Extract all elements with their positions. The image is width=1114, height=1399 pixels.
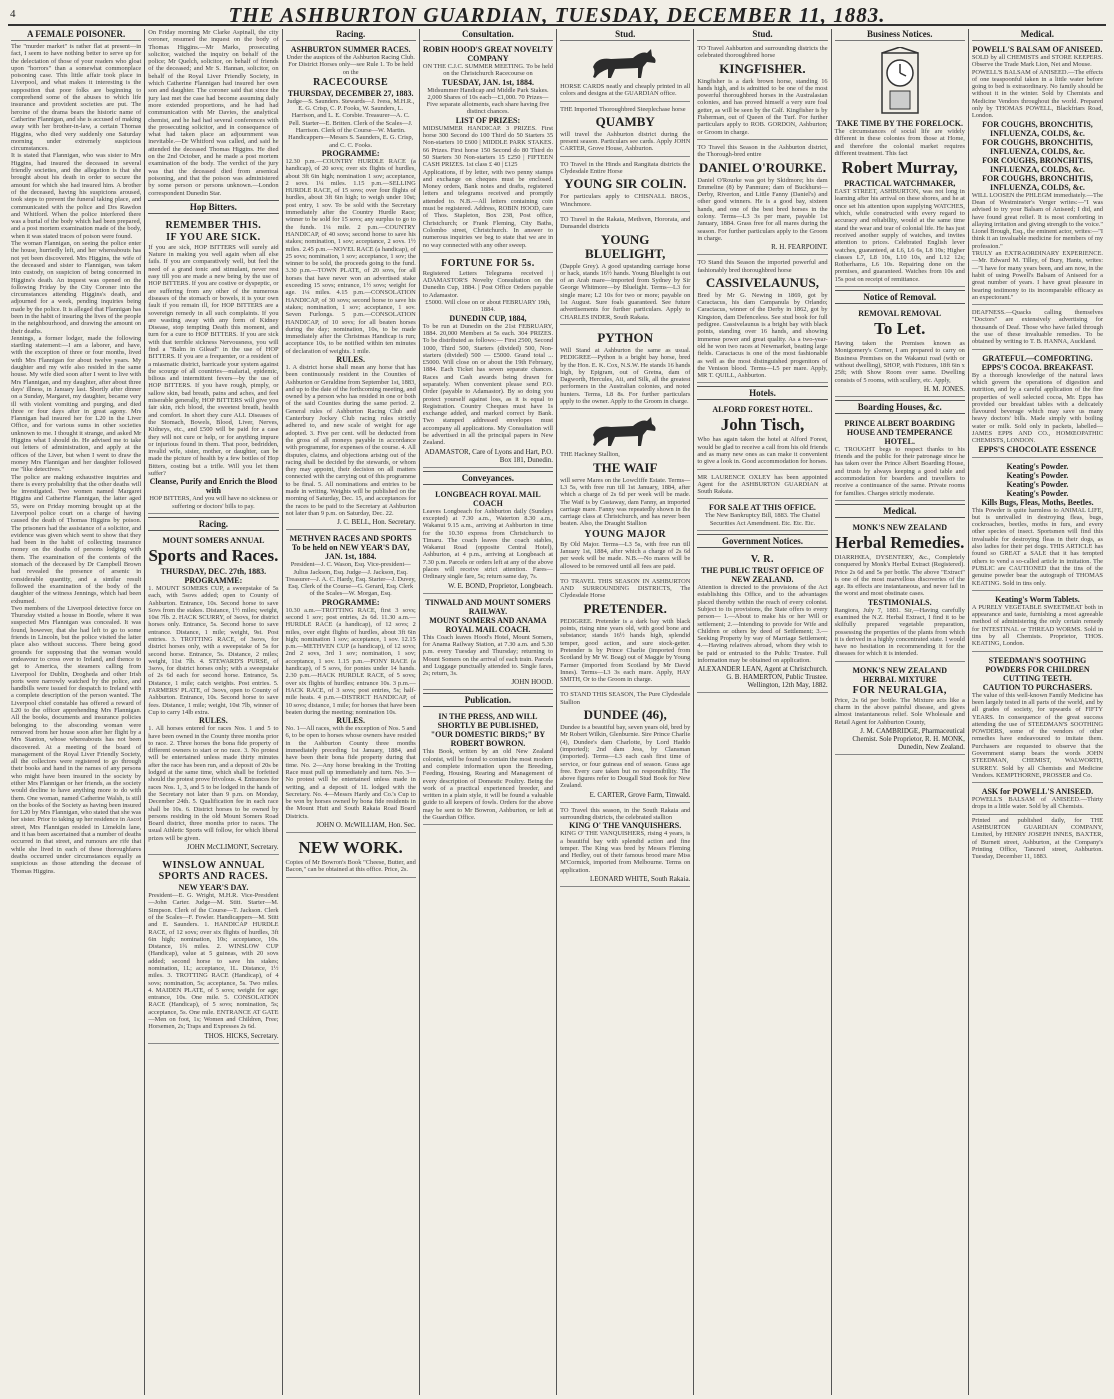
ad-body: PEDIGREE. Pretender is a dark bay with black points, rising nine years old, with good bone and substance; stands 16½ hands high, splendid temper, good action, and sure stock-getter. Pretender is by Prince Charlie (imported from Scotland by Mr W. Boag) out of Maggie by Young Farmer (imported from Scotland by Mr David Innes). Terms—L3 3s each mare. Apply, HAY SMITH, Or to the Groom in charge. [560, 617, 691, 684]
ad-heading: PRACTICAL WATCHMAKER, [844, 179, 956, 189]
ad-alford-forest-hotel [697, 403, 827, 469]
ad-heading: CAUTION TO PURCHASERS. [982, 682, 1093, 692]
ad-body: TO Travel Ashburton and surrounding districts the celebrated thoroughbred horse [697, 45, 828, 60]
article-paragraph: It is stated that Flannigan, who was sister to Mrs Higgins, had insured the deceased in several friendly societies, and the allegation is that she brought about his death in order to secure the amount for which she had insured him. A brother of the deceased, having his suspicions aroused, took steps to prevent the funeral taking place, and communicated with the police and Drs Rawdon and Whitford. When the police interfered there was a burial of the body which had been prepared, and a post mortem examination made of the body, when it was stated traces of poison were found. [11, 152, 142, 240]
section-header: Boarding Houses, &c. [835, 400, 965, 414]
ad-body: Will Stand at Ashburton the same as usual. PEDIGREE—Python is a bright bay horse, bred by the Hon. E. K. Cox, N.S.W. He stands 16 hands high, by Epigram, out of Gretna, dam of Dagworth, Hercules, Aii, and Silk, all the greatest performers in the Australian colonies, and noted hunters. Terms, L8 8s. For further particulars apply to the owner. Apply to the Groom in charge. [560, 346, 691, 406]
ad-for-sale [697, 501, 827, 531]
ad-body: 10.30 a.m.—TROTTING RACE, first 3 sovs; second 1 sov; post entries, 2s 6d. 11.30 a.m.—HURDLE RACE (a handicap), of 12 sovs; 2 miles, over eight flights of hurdles, about 3ft 6in high; nomination 1 sov; acceptance, 1 sov. 12.15 p.m.—METHVEN CUP (a handicap), of 12 sovs; 2nd 2 sovs, 3rd 1 sov; nomination, 1 sov; acceptance, 1 sov. 1.15 p.m.—PONY RACE (a handicap), of 5 sovs, for ponies under 14 hands. 2.30 p.m.—HACK HURDLE RACE, of 5 sovs; over six flights of hurdles; entrance 10s. 3 p.m.—HACK RACE, of 3 sovs; post entries, 5s; half-mile heats. 4 p.m.—DISTRICT HANDICAP, of 10 sovs; distance, 1 mile; for horses that have been beaten during the meeting; nomination 10s. [285, 606, 416, 716]
ad-heading: FOR SALE AT THIS OFFICE. [709, 503, 816, 513]
ad-title: YOUNG BLUELIGHT, [585, 231, 666, 261]
ad-subheading: PROGRAMME: [321, 597, 380, 607]
ad-removal [835, 307, 965, 397]
ad-body: HORSE CARDS neatly and cheaply printed in all colors and designs at the GUARDIAN office. [560, 83, 691, 98]
article-headline: A FEMALE POISONER. [11, 29, 141, 41]
ad-body: DEAFNESS.—Quacks calling themselves "Doctors" are extensively advertising for thousands of Deaf. Those who have failed through the use of these invaluable remedies. To be obtained by writing to T. B. HANNA, Auckland. [971, 309, 1103, 346]
ad-body: Price, 2s 6d per bottle. The Mixture acts like a charm in the above painful disease, and gives almost instantaneous relief. Sole Wholesale and Retail Agent for Ashburton County, [834, 696, 965, 726]
section-header: Medical. [835, 504, 965, 518]
ad-body: Under the auspices of the Ashburton Racing Club. For District Horses only—see Rule 1. To be held on the [286, 54, 415, 76]
ad-heading: Kills Bugs, Fleas, Moths, Beetles. [981, 497, 1094, 507]
ad-heading: MONK'S NEW ZEALAND [852, 522, 947, 532]
ad-adamastor [423, 255, 553, 468]
ad-body: This Book, written by an old New Zealand colonist, will be found to contain the most modern and complete information upon the Breeding, Feeding, Housing, Rearing and Management of every description of Domestic Poultry. Being the work of a practical experienced breeder, and written in a plain style, it will be found a valuable guide to all keepers of fowls. Orders for the above may be sent to Mr Bowron, Ashburton, or left at the Guardian Office. [422, 748, 554, 822]
column-4 [420, 29, 557, 1395]
ad-body: Midsummer Handicap and Middle Park Stakes. 2,000 Shares of 10s each—£1,000. 70 Prizes—Five separate allotments, each share having five distinct chances. [426, 86, 550, 116]
ad-subheading: RULES. [336, 354, 365, 364]
ad-body: Dundee is a beautiful bay, seven years old, bred by Mr Robert Wilkin, Glenburnie. Sire Prince Charlie (4), Dundee's dam Charlotte, by Lord Haddo (imported); 2nd dam Jess, by Clansman (imported). Terms—L3 each cash first time of service, or four guineas end of season. Grass age free. Every care taken but no responsibility. The above figures refer to Dougall Stud Book for New Zealand. [560, 724, 691, 790]
ad-body: 1. MOUNT SOMERS CUP, a sweepstake of 5s each, with 5sovs added; open to County of Ashburton. Entrance, 10s. Second horse to save Sovs from the stakes. Distance, 1½ miles; weight, 10st 7lb. 2. HACK SCURRY, of 3sovs, for district horses only. Entrance, 5s. Second horse to save entrance. Distance, 1 mile; weight, 9st. Post entries. 3. TROTTING RACE, of 3sovs, for district horses only, with a sweepstake of 5s for second horse. Entrance, 5s. Distance, 2 miles; weight, 11st 7lb. 4. STEWARD'S PURSE, of 3sovs, for district horses only; with a sweepstake of 2s 6d each for second horse. Entrance, 5s. Distance, 1 mile; catch weights. Post entries. 5. FARMERS' PLATE, of 3sovs, open to County of Ashburton. Entrance, 10s. Second horse to save fees. Distance, 1 mile; weight, 10st 7lb, winner of Cup to carry 14lb extra. [148, 584, 279, 716]
ad-heading: MOUNT SOMERS ANNUAL [162, 535, 265, 545]
ad-title: QUAMBY [595, 113, 655, 129]
ad-title: DUNDEE (46), [583, 707, 667, 723]
ad-prince-albert [835, 417, 965, 501]
column-header: Stud. [697, 29, 827, 41]
ad-domestic-birds [423, 710, 553, 825]
ad-heading: THE PUBLIC TRUST OFFICE OF NEW ZEALAND. [701, 566, 824, 585]
ad-heading: ASK for POWELL'S ANISEED. [981, 787, 1094, 797]
ad-longbeach-coach [423, 488, 553, 594]
ad-signature: ALEXANDER LEAN, Agent at Christchurch. G. B. HAMERTON, Public Trustee. Wellington, 12th May, 1882. [697, 665, 828, 690]
column-header: Medical. [972, 29, 1103, 41]
column-header: Stud. [560, 29, 690, 41]
section-header: Government Notices. [697, 534, 827, 548]
ad-body: THE Imported Thoroughbred Steeplechase horse [560, 105, 686, 113]
ad-robin-hood [423, 43, 553, 253]
ad-date: TUESDAY, JAN. 1st, 1884. [441, 77, 534, 87]
ad-body: 1. All horses entered for races Nos. 1 and 5 to have been owned in the County three months prior to race. 2. Three horses the bona fide property of different owners to start or no race. 3. No protest will be entertained unless made thirty minutes after the race has been run, and a deposit of 20s be lodged at the same time, which shall be forfeited should the protest prove frivolous. 4. Entrances for races Nos. 1, 3, and 5 to be lodged in the hands of the Secretary not later than 9 p.m. on Monday, December 24th. 5. Qualification fee in each race shall be 10s. 6. District horses to be owned by persons residing in the old Mount Somers Road Board district, three months prior to races. The usual Athletic Sports will follow, for which liberal prizes will be given. [148, 725, 279, 842]
ad-body: POWELL'S BALSAM of ANISEED.—Thirty drops in a little water. Sold by all Chemists. [971, 796, 1103, 811]
ad-heading: FOR COUGHS, BRONCHITIS, INFLUENZA, COLDS, &c. [982, 137, 1093, 156]
ad-title: NEW WORK. [298, 838, 403, 858]
ad-body: THE Hackney Stallion, [560, 451, 620, 459]
ad-heading: TAKE TIME BY THE FORELOCK. [836, 119, 964, 128]
ad-heading: IF YOU ARE SICK. [166, 231, 261, 243]
ad-body: TO Stand this Season the imported powerful and fashionably bred thoroughbred horse [697, 259, 828, 274]
ad-ashburton-races [286, 43, 416, 530]
ad-new-work [286, 835, 416, 878]
ad-body: KING O' THE VANQUISHERS, rising 4 years, is a beautiful bay with splendid action and fine temper. The King was bred by Messrs Fleming and Hedley, out of their famous brood mare Miss M'Cormick, imported from Melbourne. Terms on application. [560, 830, 691, 874]
ad-hop-bitters [148, 217, 278, 514]
ad-heading: FORTUNE FOR 5s. [441, 257, 535, 269]
ad-body: 12.30 p.m.—COUNTRY HURDLE RACE (a handicap), of 20 sovs; over six flights of hurdles, about 3ft 6in high; nomination 1 sov; acceptance, 2 sovs. 1¼ miles. 1.15 p.m.—SELLING HURDLE RACE, of 15 sovs; over four flights of hurdles, about 3ft 6in high; to weigh under 10st; post entry, 1 sov. To be sold with the Secretary immediately after the Country Hurdle Race; winner to be sold for 15 sovs; any surplus to go to the funds. 1¼ mile. 2 p.m.—COUNTRY HANDICAP, of 40 sovs; second horse to save his stakes; nomination, 1 sov; acceptance, 2 sovs. 1½ miles. 2.45 p.m.—NOVEL RACE (a handicap), of 25 sovs; nomination, 1 sov; acceptance, 1 sov; the winner to be sold, the proceeds going to the fund. 3.30 p.m.—TOWN PLATE, of 20 sovs, for all horses that have never won an advertised stake exceeding 15 sovs; entrance, 1½ sovs; weight for age. 1¼ miles. 4.15 p.m.—CONSOLATION HANDICAP, of 30 sovs; second horse to save his stakes; nomination, 1 sov; acceptance, 1 sov. Seven Furlongs. 5 p.m.—CONSOLATION HANDICAP, of 10 sovs; for all beaten horses during the day; nomination, 10s, to be made immediately after the Christmas Handicap is run; acceptance 10s, to be notified within ten minutes of declaration of weights. 1 mile. [285, 157, 416, 355]
ad-ask-powells [972, 785, 1103, 815]
ad-body: 1. A district horse shall mean any horse that has been continuously resident in the Counties of Ashburton or Geraldine from September 1st, 1883, and up to the date of the forthcoming meeting, and owned by a person who has resided in one or both of the said Counties during the same period. 2. General rules of Ashburton Racing Club and Canterbury Jockey Club racing rules strictly adhered to, and new scale of weight for age adopted. 3. Five per cent. will be deducted from the gross of all moneys payable in accordance with programme, for expenses of the course. 4. All disputes, claims, and objections arising out of the racing shall be decided by the stewards, or whom they may appoint, their decision on all matters connected with the carrying out of this programme to be final. 5. All nominations and entries to be made in writing. Weights will be published on the morning of Saturday, Dec. 15, and acceptances for the races to be paid to the Secretary at Ashburton not later than 9 p.m. on Saturday, Dec. 22. [285, 363, 416, 517]
ad-cassivelaunus [697, 257, 827, 383]
ad-body: Bred by Mr G. Newing in 1869, got by Caractacus, his dam Campanula by Orlando; Caractacus, winner of the Derby in 1862, got by Kingston, dam Defenceless. See stud book for full pedigree. Cassivelaunus is a bright bay with black points, standing over 16 hands, and showing immense power and great quality. As a two-year-old he won two races at Newmarket, beating large fields. Caractacus is one of the most fashionable as well as the most distinguished progenitors of the Venison blood. Terms—L5 per mare. Apply, MR T. QUILL, Ashburton. [697, 291, 828, 380]
ad-body: TO TRAVEL THIS SEASON IN ASHBURTON AND SURROUNDING DISTRICTS, The Clydesdale Horse [560, 577, 691, 600]
section-header: Hotels. [697, 386, 827, 400]
ad-body: DIARRHŒA, DYSENTERY, &c., Completely conquered by Monk's Herbal Extract (Registered). Price 2s 6d and 5s per bottle. The above "Extract" is one of the most marvellous discoveries of the age. Its effects are instantaneous, and never fail in the worst and most obstinate cases. [834, 553, 965, 598]
ad-body: (Dapple Grey). A good upstanding carriage horse or hack, stands 16½ hands. Young Bluelight is out of an Arab mare—imported from Sydney by Sir George Whitmore—by Bluelight. Terms—L3 for single mare; L2 10s for two or more; payable on 1st August. Sure foals guaranteed. See future advertisements for further particulars. Apply to CHARLES INDER, South Rakaia. [560, 262, 691, 321]
article-paragraph: The woman Flannigan, on seeing the police enter the house, hurriedly left, and her whereabouts has not yet been discovered. Mrs Higgins, the wife of the deceased and sister to Flannigan, was taken into custody, on suspicion of being concerned in Higgins's death. An inquest was opened on the following Friday by the City Coroner into the circumstances attending Higgins's death, and adjourned for a week, pending inquiries being made by the police. It is alleged that Flannigan has been in the habit of insuring the lives of the people in the neighbourhood, and drawing the amount on their deaths. [11, 240, 142, 335]
ad-title: KING O' THE VANQUISHERS. [569, 821, 682, 831]
ad-pretender [560, 576, 690, 688]
article-paragraph: Jennings, a former lodger, made the following startling statement:—I am a laborer, and have, with the exception of three or four months, lived with Mrs Flannigan for about twelve years. My daughter and my wife also resided in the same house. My wife died soon after I went to live with Mrs Flannigan, and my daughter, after about three days' illness, in January last. Shortly after dinner on a Sunday, Margaret, my daughter, became very ill with violent vomiting and purging, and died three or four days after in great agony. Mrs Flannigan had insured her for L20 in the Liver Office, and for various sums in other societies unknown to me. I thought it strange, and asked Mr Higgins what I should do. He advised me to take out letters of administration, and apply at the offices of the Liver, but when I went to draw the money Mrs Flannigan and her daughter followed me "like detectives." [11, 334, 142, 474]
ad-heading: FOR COUGHS, BRONCHITIS, INFLUENZA, COLDS, &c. [982, 155, 1093, 174]
ad-body: Rangiora, July 7, 1881. Sir,—Having carefully examined the N.Z. Herbal Extract, I find it to be skilfully prepared vegetable preparation, possessing the properties of the plants from which it is derived in a highly concentrated state. I would have no hesitation in recommending it for the diseases for which it is intended. [834, 606, 965, 658]
ad-subheading: PROGRAMME: [184, 575, 243, 585]
ad-body: SOLD by all CHEMISTS and STORE KEEPERS. Observe the Trade Mark Lion, Net and Mouse. [971, 54, 1103, 69]
ad-heading: Keating's Powder. [1006, 470, 1069, 480]
ad-body: WILL LOOSEN the PHLEGM immediately.—The Dean of Westminster's Verger writes:—"I was advised to try your Balsam of Aniseed; I did, and have found great relief. It is most comforting in allaying irritation and giving strength to the voice." Lionel Brough, Esq., the eminent actor, writes:—"I think it an invaluable medicine for members of my profession." [971, 191, 1103, 250]
ad-subheading: TESTIMONIALS. [867, 597, 932, 607]
ad-heading: REMEMBER THIS. [165, 219, 262, 231]
ad-body: HOP BITTERS, And you will have no sickness or suffering or doctors' bills to pay. [149, 495, 278, 510]
ad-kingfisher [697, 43, 827, 140]
ad-king-o-the-vanquishers [560, 805, 690, 887]
ad-heading: Keating's Powder. [1006, 479, 1069, 489]
ad-title: CASSIVELAUNUS, [705, 274, 819, 290]
ad-tinwald-railway [423, 596, 553, 691]
ad-title: THE WAIF [592, 459, 658, 475]
ad-body: If you are sick, HOP BITTERS will surely aid Nature in making you well again when all else fails. If you are comparatively well, but feel the need of a grand tonic and stimulant, never rest easy till you are made a new being by the use of HOP BITTERS. If you are costive or dyspeptic, or are suffering from any other of the numerous diseases of the stomach or bowels, it is your own fault if you remain ill, for HOP BITTERS are a sovereign remedy in all such complaints. If you are wasting away with any form of Kidney Disease, stop tempting Death this moment, and turn for a cure to HOP BITTERS. If you are sick with that terrible sickness Nervousness, you will find a "Balm in Gilead" in the use of HOP BITTERS. If you are a frequenter, or a resident of a miasmatic district, barricade your system against the scourge of all countries—malarial, epidemic, bilious and intermittent fevers—by the use of HOP BITTERS. If you have rough, pimply, or sallow skin, bad breath, pains and aches, and feel miserable generally, HOP BITTERS will give you fair skin, rich blood, the sweetest breath, health and comfort. In short they cure ALL Diseases of the Stomach, Bowels, Blood, Liver, Nerves, Kidneys, etc., and £500 will be paid for a case they will not cure or help, or for anything impure or injurious found in them. That poor, bedridden, invalid wife, sister, mother, or daughter, can be made the picture of health by a few bottles of Hop Bitters, costing but a trifle. Will you let them suffer? [148, 243, 279, 478]
section-header: Notice of Removal. [835, 290, 965, 304]
ad-body: TRULY an EXTRAORDINARY EXPERIENCE.—Mr. Edward M. Tilley, of Bury, Hants, writes:—"I have for many years been, and am now, in the habit of using Powell's Balsam of Aniseed for a great number of years. I have great pleasure in bearing testimony to its incomparable efficacy as an expectorant." [971, 250, 1103, 301]
ad-the-waif [560, 411, 690, 574]
ad-heading: "OUR DOMESTIC BIRDS;" BY ROBERT BOWRON. [430, 730, 546, 749]
ad-monks-herbal [835, 521, 965, 662]
ad-robert-murray [835, 43, 965, 287]
ad-body: Copies of Mr Bowron's Book "Cheese, Butter, and Bacon," can be obtained at this office. Price, 2s. [285, 859, 416, 874]
ad-neuralgia-mixture [835, 664, 965, 755]
ad-title: KINGFISHER. [719, 60, 806, 76]
ad-keatings-powder [972, 460, 1103, 591]
ad-heading: Keating's Worm Tablets. [995, 594, 1080, 604]
ad-body: Having taken the Premises known as Montgomery's Corner, I am prepared to carry on Business Premises on the Wakanui road (with or without dwelling), SHOP, with Fixtures, 18ft 6in x 25ft; with Show Room over same. Dwelling consists of 5 rooms, with scullery, etc. Apply, [834, 340, 965, 384]
page-number: 4 [10, 8, 16, 20]
ad-signature: JOHN O. McWILLIAM, Hon. Sec. [316, 821, 416, 830]
prize-table: MIDSUMMER HANDICAP. 3 PRIZES. First horse 300 Second do 100 Third do 50 Starters 35 Non-starters 10 £600 | MIDDLE PARK STAKES. 66 Prizes. First horse 150 Second do 80 Third do 50 Starters 30 Non-starters 15 £250 | FIFTEEN CASH PRIZES. 1st class £ 40 | £125 [422, 124, 554, 169]
ad-heading: REMOVAL REMOVAL [858, 309, 942, 319]
ad-mount-somers [148, 534, 278, 855]
ad-body: TO Travel this season, in the South Rakaia and surrounding districts, the celebrated stallion [560, 806, 691, 821]
ad-body: Judge—S. Saunders. Stewards—J. Ivess, M.H.R., E. G. Crisp, C. P. Fooks, W. Saunders, L. Harrison, and L. E. Corsbie. Treasurer—A. C. Pell. Starter—E. Britten. Clerk of the Scales—J. Harrison. Clerk of the Course—W. Martin. Handicappers—Messrs S. Saunders, E. G. Crisp, and C. C. Fooks. [286, 97, 415, 149]
column-2 [145, 29, 282, 1395]
ad-title: FOR NEURALGIA, [852, 684, 947, 696]
horse-illustration [585, 415, 665, 449]
masthead-title: THE ASHBURTON GUARDIAN, TUESDAY, DECEMBER 11, 1883. [228, 3, 886, 27]
ad-body: Daniel O'Rourke was got by Skidmore; his dam Emmeline (8) by Panmure; dam of Buckhurst—Derby, Riverton, and Little Fanny (Daniel's) and other good winners. He is a good bay, sixteen hands, and one of the best bred horses in the colony. Terms—L3 3s per mare, payable 1st January, 1884. Grass free for all mares during the season. For further particulars apply to the Groom in charge. [697, 176, 828, 242]
ad-signature: LEONARD WHITE, South Rakaia. [589, 875, 691, 884]
ad-signature: THOS. HICKS, Secretary. [204, 1031, 279, 1040]
ad-quamby [560, 104, 690, 157]
ad-heading: DUNEDIN CUP, 1884, [449, 313, 527, 323]
ad-heading: STEEDMAN'S SOOTHING POWDERS FOR CHILDREN CUTTING TEETH. [985, 655, 1090, 683]
article-paragraph: On Friday morning Mr Clarke Aspinall, the city coroner, resumed the inquest on the body of Thomas Higgins.—Mr Marks, prosecuting solicitor, watched the inquiry on behalf of the police; Mr Quelch, solicitor, on behalf of friends of the deceased; and Mr S. Hannan, solicitor, on behalf of the Royal Liver Friendly Society, in which Catherine Flannigan had insured her own son and daughter. The coroner said that since the jury last met the case had become assuming daily more extended proportions, and he had had communication with Mr Davies, the analytical chemist, and he had had several conferences with the prosecuting solicitor, and in consequence of what had taken place an adjournment was inevitable.—Dr Whitford was called, and said he attended the deceased Thomas Higgins. He died on the 2nd October, and he made a post mortem examination of the body. The verdict of the jury was that the deceased died from arsenical poisoning, and that the poison was administered by some person or persons unknown.—London correspondent Dunedin Star. [148, 29, 279, 197]
ad-heading: ASHBURTON SUMMER RACES. [290, 45, 411, 54]
ad-dundee [560, 689, 690, 802]
ad-body: No. 1—All races, with the exception of Nos. 5 and 6, to be open to horses whose owners have resided in the Ashburton County three months immediately preceding 1st January, 1884, and have been their bona fide property during that time. No. 2—Any horse breaking in the Trotting Race must pull up immediately and turn. No. 3—No protest will be entertained unless made in writing, and a deposit of 1L lodged with the Secretary. No. 4—Messrs Hardy and Co.'s Cup to be won by horses owned by bona fide residents in the Mount Hutt and South Rakaia Road Board Districts. [285, 725, 416, 820]
ad-body: The circumstances of social life are widely different in these colonies from those at Home, and therefore the colonial market requires different treatment. This fact [834, 128, 965, 157]
ad-heading: WINSLOW ANNUAL SPORTS AND RACES. [158, 860, 269, 883]
ad-title: PYTHON [597, 329, 653, 345]
column-1 [8, 29, 145, 1395]
column-6 [694, 29, 831, 1395]
masthead [8, 4, 1106, 26]
ad-body: ON THE C.J.C. SUMMER MEETING. To be held on the Christchurch Racecourse on [422, 63, 553, 78]
ad-heading: EPPS'S CHOCOLATE ESSENCE [978, 444, 1097, 454]
ad-body: C. TROUGHT begs to respect thanks to his friends and the public for their patronage since he has taken over the Prince Albert Boarding House, and trusts by always keeping a good table and accommodation for boarders and travellers to receive a continuance of the same. Private rooms for families. Charges strictly moderate. [834, 445, 965, 497]
ad-powells-balsam [972, 43, 1103, 305]
ad-body: President—J. C. Wason, Esq. Vice-president—Julius Jackson, Esq. Judge—J. Jackson, Esq. Treasurer—J. A. C. Hardy, Esq. Starter—J. Duvey, Esq. Clerk of the Course—G. Gerard, Esq. Clerk of the Scales—W. Morgan, Esq. [285, 561, 416, 598]
column-header: Business Notices. [835, 29, 965, 41]
ad-body: This Coach leaves Hood's Hotel, Mount Somers, for Anama Railway Station, at 7.30 a.m. and 5.30 p.m. every Tuesday and Thursday; returning to Mount Somers on the arrival of each train. Parcels and Luggage punctually attended to. Single fares, 2s; return, 3s. [422, 633, 554, 678]
ad-steedmans [972, 654, 1103, 784]
ad-body: Applications, if by letter, with two penny stamps and exchange on cheques must be enclosed. Money orders, Bank notes and drafts, registered letters and telegrams received and promptly attended to. N.B.—All letters containing coin must be registered. Address, ROBIN HOOD, care of Thos. Stapleton, Box 238, Post office, Christchurch; or Frank Fleming, City Baths, Colombo street, Christchurch. In answer to numerous inquiries we beg to state that we are in no way connected with any other sweep. [422, 168, 554, 249]
ad-epps-cocoa [972, 352, 1103, 458]
ad-heading: ALFORD FOREST HOTEL. [712, 405, 813, 415]
article-paragraph: Two members of the Liverpool detective force on Thursday visited a house in Bootle, where it was suspected Mrs Flannigan was concealed. It was found, however, that she had left to go to some friends in Lincoln, but the police visited the latter place also without success. There being good grounds for supposing that the woman would endeavour to cross over to Ireland, and thence to get to America, the steamers calling from Liverpool for Dublin, Drogheda and other Irish ports were narrowly watched by the police, and handbills were issued for despatch to Ireland with a complete description of the person wanted. The Liverpool chief constable has offered a reward of L20 to the officer apprehending Mrs Flannigan. All the books, documents and insurance policies belonging to the absconding woman were removed from her house soon after her flight by a Mrs Stanton, whose whereabouts has not been discovered. At a meeting of the board of management of the Royal Liver Friendly Society, all the collectors were registered to go through their books and hand in the names of any persons who might have been insured in the society by either Mrs Flannigan or her friends, as the society would decline to have anything more to do with them. One woman, named Catherine Walsh, is still on the books of the Society as having been insured for L20 by Mrs Flannigan, who stated that she was her sister. Prior to taking up her residence in Ascot street, Mrs Flannigan resided in Limekiln lane, and it has been ascertained that a number of deaths occurred in that street, and rumours are rife that while she lived in each of these thoroughfares deaths occurred under circumstances equally as suspicious as those attending the decease of Thomas Higgins. [11, 604, 142, 875]
ad-deafness [972, 307, 1103, 349]
ad-signature: H. M. JONES. [923, 384, 965, 393]
ad-body: For particulars apply to CHISNALL BROS., Winchmore. [560, 193, 691, 208]
ad-body: By Old Major. Terms—L3 5s, with free run till January 1st, 1884, after which a charge of 2s 6d per week will be made. N.B.—No mares will be allowed to be removed until all fees are paid. [560, 540, 691, 570]
ad-heading: FOR COUGHS, BRONCHITIS, INFLUENZA, COLDS, &c. [982, 119, 1093, 138]
ad-heading: ROBIN HOOD'S GREAT NOVELTY COMPANY [422, 45, 553, 63]
ad-heading: FOR COUGHS, BRONCHITIS, INFLUENZA, COLDS, &c. [982, 173, 1093, 192]
ad-body: TO Travel in the Rakaia, Methven, Hororata, and Dunsandel districts [560, 215, 691, 231]
ad-signature: ADAMASTOR, Care of Lyons and Hart, P.O. Box 181, Dunedin. [424, 447, 554, 464]
ad-subheading: LIST OF PRIZES: [455, 115, 521, 125]
ad-title: YOUNG SIR COLIN. [563, 176, 687, 192]
ad-body: POWELL'S BALSAM of ANISEED.—The effects of one teaspoonful taken in a little water before going to bed is extraordinary. No family should be without it in the winter. Sold by Chemists and Medicine Vendors throughout the world. Prepared only by THOMAS POWELL, Blackfriars Road, London. [971, 68, 1103, 120]
ad-heading: GRATEFUL—COMFORTING. EPPS'S COCOA. BREAKFAST. [981, 353, 1094, 372]
section-header: Racing. [148, 517, 278, 531]
ad-signature: W. E. BOND, Proprietor, Longbeach. [448, 581, 554, 590]
ad-heading: MOUNT SOMERS AND ANAMA ROYAL MAIL COACH. [429, 615, 547, 634]
article-paragraph: The police are making exhaustive inquiries and there is every probability that the other deaths will be investigated. Two women named Margaret Higgins and Catherine Flannigan, the latter aged 55, were on Friday morning brought up at the Liverpool police court on a charge of having caused the death of Thomas Higgins by poison. The prisoners had the assistance of a solicitor, and evidence was given which went to show that they had been in the habit of collecting insurance money on the deaths of persons lodging with them. The examination of the contents of the stomach of the deceased by Dr Campbell Brown had revealed the presence of arsenic in considerable quantity, and a similar result followed the examination of the body of the daughter of the witness Jennings, which had been exhumed. [11, 473, 142, 605]
ad-keatings-worm-tablets [972, 593, 1103, 652]
ad-daniel-orourke [697, 142, 827, 255]
ad-body: will travel the Ashburton district during the present season. Particulars see cards. Apply JOHN CARTER, Grove House, Ashburton. [560, 130, 691, 153]
ad-date: NEW YEAR'S DAY. [178, 883, 249, 893]
ad-body: Attention is directed to the provisions of the Act establishing this Office, and to the advantages placed thereby within the reach of every colonist. Subject to its provisions, the State offers to every person— 1.—About to make his or her Will or settlement; 2.—Intending to provide for Wife and Children or others by deed of Settlement; 3.—Seeking Property by way of Marriage Settlement; 4.—Having relatives abroad, whom they wish to be paid or entrusted to the Public Trustee. Full information may be obtained on application. [697, 584, 828, 665]
ad-heading: PRINCE ALBERT BOARDING HOUSE AND TEMPERANCE HOTEL. [844, 418, 956, 446]
ad-title: YOUNG MAJOR [584, 528, 667, 540]
ad-title: To Let. [874, 319, 926, 339]
ad-signature: J. C. BELL, Hon. Secretary. [337, 518, 416, 527]
ad-winslow [148, 857, 278, 1044]
columns [8, 29, 1106, 1395]
ad-title: Herbal Remedies. [835, 532, 965, 552]
ad-body: TO Travel this Season in the Ashburton district, the Thorough-bred entire [697, 143, 828, 159]
column-header: Consultation. [423, 29, 553, 41]
ad-body: EAST STREET, ASHBURTON, was not long in learning after his arrival on these shores, and he at once set his attention upon supplying WATCHES, which, while constructed with every regard to accuracy and reliability, would at the same time stand the wear and tear of colonial life. He has just received another supply of watches, and invites attention to prices. Celebrated English lever watches, guaranteed, at L6, L6 6s, L8 10s; Higher classes L7, L8 10s, L10 10s, and L12 12s; Rotherhams, L6 10s. Repairing done on the premises, and guaranteed. Watches from 10s and 15s post on receipt of remittance. [834, 188, 965, 283]
ad-public-trust [697, 551, 827, 693]
ad-body: President—E. G. Wright, M.H.R. Vice-President—John Carter. Judge—M. Stitt. Starter—M. Simpson. Clerk of the Course—T. Jackson. Clerk of the Scales—F. Fowler. Handicappers—M. Stitt and E. Saunders. 1. HANDICAP HURDLE RACE, of 12 sovs; over six flights of hurdles, 3ft 6in high; nomination, 10s; acceptance, 10s. Distance, 1¾ miles. 2. WINSLOW CUP (Handicap), value at 5 guineas, with 20 sovs added; second horse to save his stakes; nomination, 1L; acceptance, 1L. Distance, 1½ miles. 3. TROTTING RACE (Handicap), of 4 sovs; nomination, 5s; acceptance, 5s. Two miles. 4. MAIDEN PLATE, of 5 sovs; weight for age; entrance, 10s. One mile. 5. CONSOLATION RACE (Handicap), of 5 sovs; nomination, 5s; acceptance, 5s. One mile. ENTRANCE AT GATE—Men on foot, 1s; Women and Children, Free; Horsemen, 2s; Traps and Expresses 2s 6d. [148, 892, 279, 1031]
ad-date: THURSDAY, DECEMBER 27, 1883. [287, 88, 414, 98]
ad-body: £5000. Will close on or about FEBRUARY 19th, 1884. [425, 299, 551, 314]
ad-subheading: RULES. [199, 716, 228, 726]
ad-python [560, 327, 690, 409]
ad-body: To be run at Dunedin on the 21st FEBRUARY, 1884. 20,000 Members at 5s each. 304 PRIZES. To be distributed as follows:— First 2500, Second 1000, Third 500, Starters (divided) 500, Non-starters (divided) 500 — £5000. Grand total ... £5000. Will close on or about the 19th February, 1884. Each Ticket has seven separate chances. Races and Cash awards being drawn for separately. When convenient please send P.O. Order (payable to Adamastor). By so doing you protect yourself against loss, as it is equal to Registration. Country Cheques must have 1s exchange added, and marked correct by Bank. Two stamped addressed envelopes must accompany all applications. My Consultation will be advertised in all the principal papers in New Zealand. [422, 322, 554, 447]
ad-body: This Powder is quite harmless to ANIMAL LIFE, but is unrivalled in destroying fleas, bugs, cockroaches, beetles, moths in furs, and every other species of insect. Sportsmen will find this invaluable for destroying fleas in their dogs, as also ladies for their pet dogs. THIS ARTICLE has found so GREAT a SALE that it has tempted others to vend a so-called article in imitation. The PUBLIC are CAUTIONED that the tins of the genuine powder bear the autograph of THOMAS KEATING. Sold in tins only. [971, 506, 1103, 587]
ad-horse-cards [560, 43, 690, 102]
ad-signature: J. M. CAMBRIDGE, Pharmaceutical Chemist. Sole Proprietor, R. H. MONK, Dunedin, New Zealand. [852, 726, 965, 751]
ad-heading: Keating's Powder. [1006, 461, 1069, 471]
column-8 [969, 29, 1106, 1395]
section-header: Publication. [423, 693, 553, 707]
ad-body: TO Travel in the Hinds and Rangitata districts the Clydesdale Entire Horse [560, 160, 691, 176]
ad-agent-notice [697, 472, 827, 500]
ad-body: MR LAURENCE OXLEY has been appointed Agent for the ASHBURTON GUARDIAN at South Rakaia. [697, 473, 828, 496]
printers-imprint: Printed and published daily, for THE ASHBURTON GUARDIAN COMPANY, Limited, by HENRY JOSEPH INNES, BAXTER, of Burnett street, Ashburton, at the Company's Printing Office, Tancred street, Ashburton. Tuesday, December 11, 1883. [971, 816, 1103, 861]
ad-signature: JOHN McCLIMONT, Secretary. [186, 843, 279, 852]
ad-body: The value of this well-known Family Medicine has been largely tested in all parts of the world, and by all grades of society, for upwards of FIFTY YEARS. In consequence of the great success attending the use of STEEDMAN'S SOOTHING POWDERS, some of the vendors of other remedies have endeavoured to imitate them. Purchasers are requested to observe that the Government stamp bears the words JOHN STEEDMAN, CHEMIST, WALWORTH, SURREY. Sold by all Chemists and Medicine Vendors. KEMPTHORNE, PROSSER and Co. [971, 691, 1103, 779]
ad-young-sir-colin [560, 159, 690, 212]
column-header: Racing. [286, 29, 416, 41]
ad-date: THURSDAY, DEC. 27th, 1883. [160, 566, 267, 576]
ad-subheading: RULES. [336, 716, 365, 726]
article-paragraph: The "murder market" is rather flat at present—in fact, I seem to have nothing better to serve up for the delectation of those of your readers who gloat upon "horrors" than a somewhat commonplace poisoning case. This little affair took place in Liverpool, and what makes it interesting is the supposition that poor folks are beginning to comprehend some of the abuses to which life insurance and provident societies are put. The heroine of the drama bears the historic name of Catherine Flannigan, and she is accused of making away with her brother-in-law, a certain Thomas Higgins, who died very suddenly one Saturday morning under extremely suspicious circumstances. [11, 43, 142, 153]
ad-heading: MONK'S NEW ZEALAND HERBAL MIXTURE [852, 665, 947, 684]
ad-young-bluelight [560, 214, 690, 325]
ad-title: DANIEL O'ROURKE. [698, 159, 827, 175]
ad-heading: RACECOURSE [313, 76, 389, 88]
royal-cipher: V. R. [750, 554, 775, 566]
column-3 [283, 29, 420, 1395]
ad-body: A PURELY VEGETABLE SWEETMEAT both in appearance and taste, furnishing a most agreeable method of administering the only certain remedy for INTESTINAL or THREAD WORMS. Sold in tins by all Chemists. Proprietor, THOS. KEATING, London. [971, 603, 1103, 648]
ad-body: Leaves Longbeach for Ashburton daily (Sundays excepted) at 7.30 a.m., Waterton 8.30 a.m., Wakanui 9.15 a.m., arriving at Ashburton in time for the 10.30 express from Christchurch to Timaru. The coach leaves the coach stables, Wakanui Road (opposite Central Hotel), Ashburton, at 4 p.m., arriving at Longbeach at 7.30 p.m. Parcels or orders left at any of the above places will receive strict attention. Fares—Ordinary single fare, 5s; return same day, 7s. [422, 507, 554, 581]
column-5 [557, 29, 694, 1395]
ad-heading: Cleanse, Purify and Enrich the Blood with [149, 477, 278, 496]
ad-title: PRETENDER. [583, 600, 667, 616]
ad-date: To be held on NEW YEAR'S DAY, JAN. 1st, 1884. [291, 543, 410, 562]
ad-title: Robert Murray, [841, 158, 958, 178]
section-header: Conveyances. [423, 471, 553, 485]
ad-signature: E. CARTER, Grove Farm, Tinwald. [589, 790, 691, 799]
ad-title: Sports and Races. [148, 545, 279, 565]
ad-body: By a thorough knowledge of the natural laws which govern the operations of digestion and nutrition, and by a careful application of the fine properties of well selected cocoa, Mr. Epps has provided our breakfast tables with a delicately flavoured beverage which may save us many heavy doctors' bills. Made simply with boiling water or milk. Sold only in packets, labelled—JAMES EPPS AND CO., HOMŒOPATHIC CHEMISTS, LONDON. [971, 371, 1103, 445]
ad-heading: POWELL'S BALSAM OF ANISEED. [972, 45, 1103, 54]
ad-signature: JOHN HOOD. [511, 678, 554, 687]
clock-illustration [870, 47, 930, 117]
ad-body: Registered Letters Telegrams received | ADAMASTOR'S Novelty Consultation on the Dunedin Cup, 1884. | Post Office Orders payable to Adamastor. [422, 269, 554, 299]
ad-signature: R. H. FEARPOINT. [771, 243, 828, 252]
ad-heading: IN THE PRESS, AND WILL SHORTLY BE PUBLISHED, [437, 712, 539, 731]
ad-title: John Tisch, [720, 415, 805, 435]
ad-heading: METHVEN RACES AND SPORTS [289, 534, 412, 544]
ad-body: The New Bankruptcy Bill, 1883. The Chattel Securities Act Amendment. Etc. Etc. Etc. [704, 512, 821, 527]
ad-body: will serve Mares on the Lowcliffe Estate. Terms—L3 5s, with free run till 1st January, 1884, after which a charge of 2s 6d per week will be made. The Waif is by Castaway, dam Fanny, an imported carriage mare. Fanny was repeatedly shown in the carriage class at Christchurch, and has never been beaten. Also, the Draught Stallion [560, 476, 691, 528]
ad-heading: TINWALD AND MOUNT SOMERS RAILWAY. [425, 597, 551, 616]
ad-body: TO STAND THIS SEASON, The Pure Clydesdale Stallion [560, 691, 691, 706]
horse-illustration [585, 47, 665, 81]
ad-subheading: PROGRAMME: [321, 148, 380, 158]
ad-heading: Keating's Powder. [1006, 488, 1069, 498]
column-7 [832, 29, 969, 1395]
ad-methven-races [286, 532, 416, 833]
section-header: Hop Bitters. [148, 200, 278, 214]
ad-heading: LONGBEACH ROYAL MAIL COACH [435, 489, 541, 508]
ad-body: Kingfisher is a dark brown horse, standing 16 hands high, and is admitted to be one of the most powerful thoroughbred horses in the Australasian colonies, and has proved himself a very sure foal getter, as will be seen by the Calf. Kingfisher is by Fisherman, out of Queen of the Turf. For further particulars apply to ROB. GORDON, Ashburton; or Groom in charge. [697, 77, 828, 136]
ad-body: Who has again taken the hotel at Alford Forest, would be glad to receive a call from his old friends and as many new ones as can make it convenient to give a look in. Good accommodation for horses. [697, 436, 828, 466]
